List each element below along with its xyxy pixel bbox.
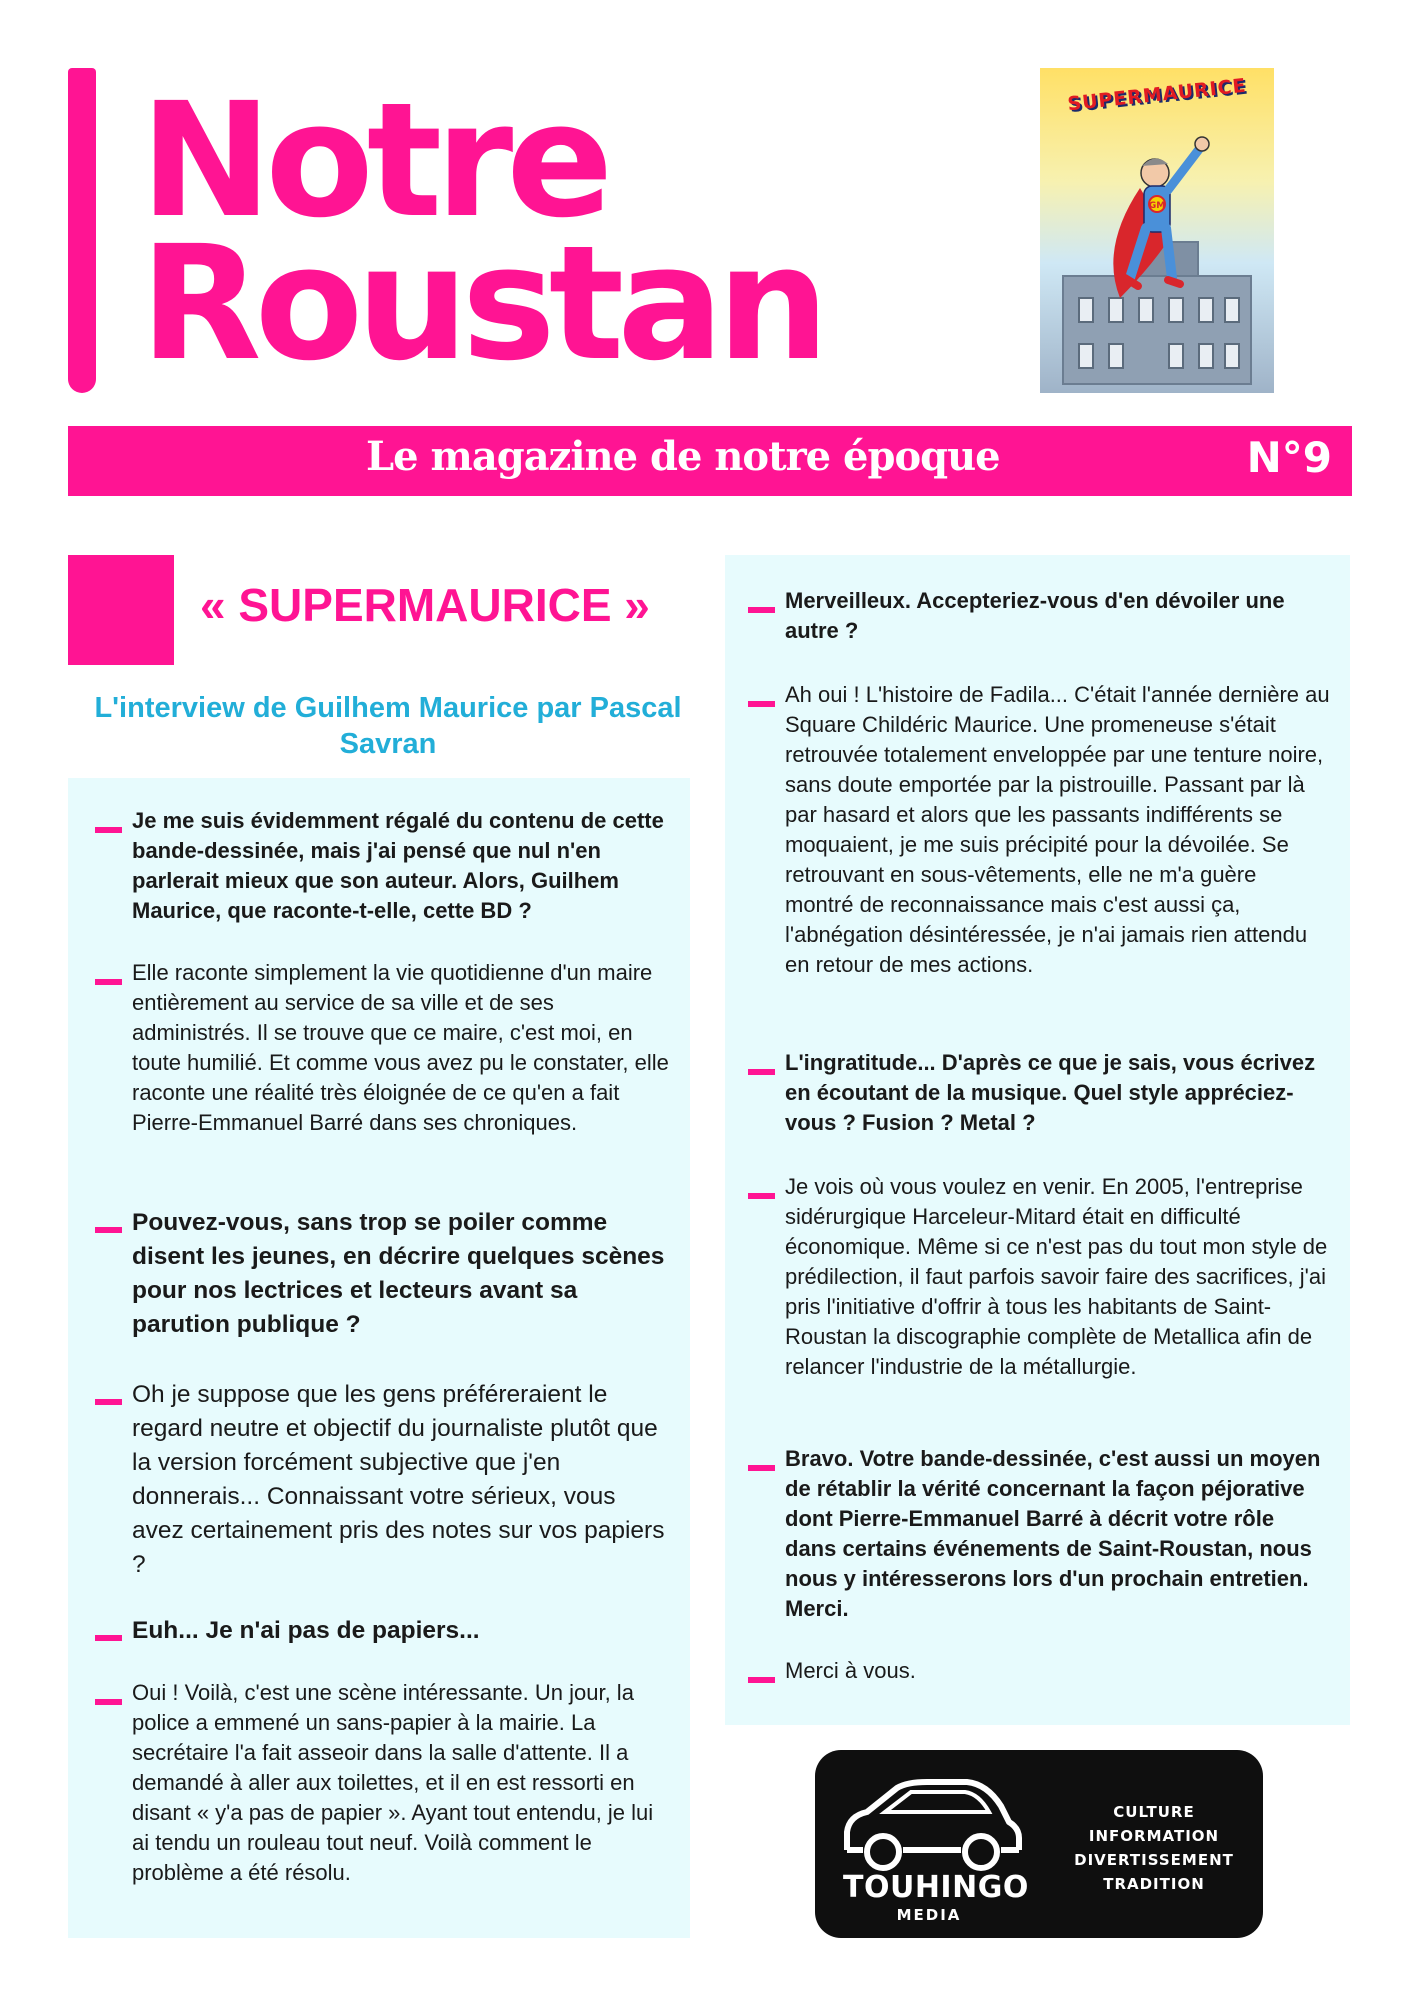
answer-text: Oh je suppose que les gens préféreraient le regard neutre et objectif du journaliste plutôt que la version forcément subjective que j'en donnerais... Connaissant votre sérieux, vous avez certainement pris des notes sur vos papiers ? xyxy=(132,1381,665,1578)
answer-text: Merci à vous. xyxy=(785,1658,916,1683)
interview-question xyxy=(132,1206,672,1342)
cover-emblem: GM xyxy=(1148,201,1166,211)
bullet-dash xyxy=(95,1635,122,1641)
cover-title: SUPERMAURICE xyxy=(1066,74,1248,116)
magazine-tagline: Le magazine de notre époque xyxy=(366,433,1000,480)
interview-question xyxy=(785,1444,1330,1624)
article-accent-square xyxy=(68,555,174,665)
bullet-dash xyxy=(748,1193,775,1199)
car-outline-icon xyxy=(837,1772,1027,1872)
bullet-dash xyxy=(95,1399,122,1405)
answer-text: Elle raconte simplement la vie quotidienne d'un maire entièrement au service de sa ville et de ses administrés. Il se trouve que ce maire, c'est moi, en toute humilié. Et comme vous avez pu le constater, elle raconte une réalité très éloignée de ce qu'en a fait Pierre-Emmanuel Barré dans ses chroniques. xyxy=(132,960,669,1135)
bullet-dash xyxy=(748,1677,775,1683)
logo-keyword: TRADITION xyxy=(1103,1875,1205,1893)
question-text: L'ingratitude... D'après ce que je sais, vous écrivez en écoutant de la musique. Quel style appréciez-vous ? Fusion ? Metal ? xyxy=(785,1050,1316,1135)
logo-keyword: CULTURE xyxy=(1113,1803,1195,1821)
interview-answer xyxy=(785,1172,1330,1382)
superhero-icon xyxy=(1100,128,1230,328)
bullet-dash xyxy=(748,701,775,707)
article-title: « SUPERMAURICE » xyxy=(200,579,650,631)
interview-question xyxy=(132,806,672,926)
tagline-band xyxy=(68,426,1352,496)
question-text: Bravo. Votre bande-dessinée, c'est aussi un moyen de rétablir la vérité concernant la façon péjorative dont Pierre-Emmanuel Barré à décrit votre rôle dans certains événements de Saint-Roustan, nous nous y intéresserons lors d'un prochain entretien. Merci. xyxy=(785,1446,1321,1621)
bullet-dash xyxy=(95,1227,122,1233)
bullet-dash xyxy=(95,979,122,985)
logo-keyword: DIVERTISSEMENT xyxy=(1074,1851,1234,1869)
comic-cover-image xyxy=(1040,68,1274,393)
touhingo-media-logo xyxy=(815,1750,1263,1938)
article-subtitle: L'interview de Guilhem Maurice par Pascal Savran xyxy=(94,692,682,760)
interview-answer xyxy=(785,1656,1330,1686)
question-text: Euh... Je n'ai pas de papiers... xyxy=(132,1617,480,1644)
interview-answer xyxy=(132,1378,672,1582)
issue-number: N°9 xyxy=(1246,433,1332,482)
bullet-dash xyxy=(748,607,775,613)
interview-answer xyxy=(132,958,672,1138)
bullet-dash xyxy=(95,1699,122,1705)
answer-text: Ah oui ! L'histoire de Fadila... C'était l'année dernière au Square Childéric Maurice. Une promeneuse s'était retrouvée totalement enveloppée par une tenture noire, sans doute emportée par la pistrouille. Passant par là par hasard et alors que les passants indifférents se moquaient, je me suis précipité pour la dévoilée. Se retrouvant en sous-vêtements, elle ne m'a guère montré de reconnaissance mais c'est aussi ça, l'abnégation désintéressée, je n'ai jamais rien attendu en retour de mes actions. xyxy=(785,682,1330,977)
masthead-title-line2: Roustan xyxy=(140,212,823,396)
interview-question xyxy=(785,586,1330,646)
interview-answer xyxy=(785,680,1330,980)
bullet-dash xyxy=(748,1465,775,1471)
masthead-title-line1: Notre xyxy=(140,69,607,253)
answer-text: Oui ! Voilà, c'est une scène intéressante. Un jour, la police a emmené un sans-papier à la mairie. La secrétaire l'a fait asseoir dans la salle d'attente. Il a demandé à aller aux toilettes, et il en est ressorti en disant « y'a pas de papier ». Ayant tout entendu, je lui ai tendu un rouleau tout neuf. Voilà comment le problème a été résolu. xyxy=(132,1680,654,1885)
interview-answer xyxy=(132,1678,672,1888)
masthead-accent-bar xyxy=(68,68,96,393)
logo-subtitle: MEDIA xyxy=(896,1906,962,1924)
bullet-dash xyxy=(95,827,122,833)
logo-keywords xyxy=(1065,1800,1243,1896)
interview-question xyxy=(785,1048,1330,1138)
logo-brand: TOUHINGO xyxy=(843,1870,1029,1905)
question-text: Pouvez-vous, sans trop se poiler comme disent les jeunes, en décrire quelques scènes pour nos lectrices et lecteurs avant sa parution publique ? xyxy=(132,1209,665,1338)
bullet-dash xyxy=(748,1069,775,1075)
question-text: Je me suis évidemment régalé du contenu de cette bande-dessinée, mais j'ai pensé que nul n'en parlerait mieux que son auteur. Alors, Guilhem Maurice, que raconte-t-elle, cette BD ? xyxy=(132,808,664,923)
question-text: Merveilleux. Accepteriez-vous d'en dévoiler une autre ? xyxy=(785,588,1285,643)
answer-text: Je vois où vous voulez en venir. En 2005, l'entreprise sidérurgique Harceleur-Mitard était en difficulté économique. Même si ce n'est pas du tout mon style de prédilection, il faut parfois savoir faire des sacrifices, j'ai pris l'initiative d'offrir à tous les habitants de Saint-Roustan la discographie complète de Metallica afin de relancer l'industrie de la métallurgie. xyxy=(785,1174,1328,1379)
logo-keyword: INFORMATION xyxy=(1088,1827,1220,1845)
interview-question xyxy=(132,1614,672,1648)
